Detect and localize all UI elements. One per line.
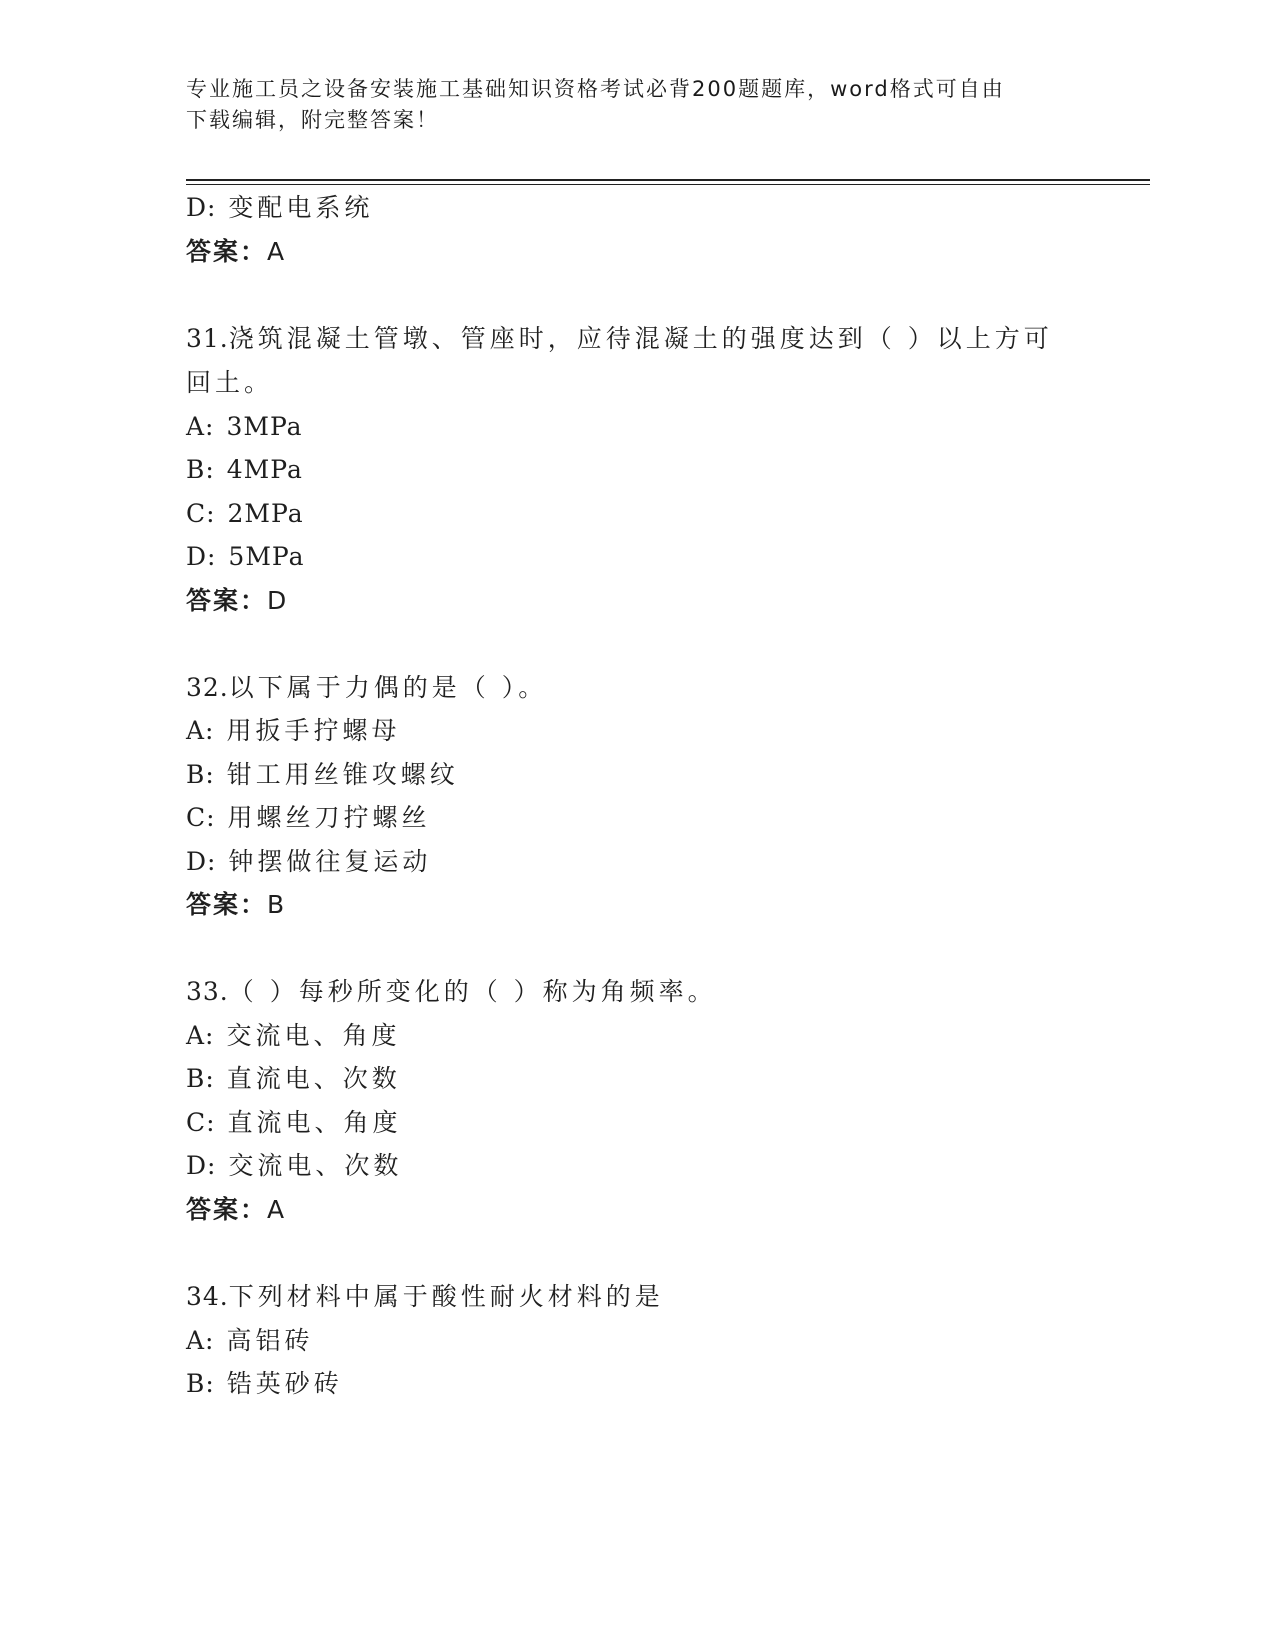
- question-34-option-a: [186, 1326, 313, 1356]
- question-31-option-a: [186, 412, 303, 442]
- option-label: B:: [186, 1064, 215, 1093]
- question-33-stem-line-1: [186, 977, 717, 1007]
- question-31-stem-line-2: 回土。: [186, 368, 274, 397]
- option-label: B:: [186, 760, 215, 789]
- option-text: 锆英砂砖: [226, 1369, 343, 1398]
- question-33-option-d: [186, 1151, 402, 1181]
- answer-value: A: [267, 1195, 287, 1224]
- option-label: D:: [186, 1151, 217, 1180]
- question-34-option-b: [186, 1369, 343, 1399]
- option-text: 钟摆做往复运动: [228, 847, 432, 876]
- header-divider-bottom: [186, 184, 1150, 185]
- question-text: （ ）每秒所变化的（ ）称为角频率。: [228, 977, 717, 1006]
- prev-answer: [186, 237, 286, 267]
- answer-label: 答案：: [186, 890, 268, 919]
- option-label: D:: [186, 193, 217, 222]
- option-text: 钳工用丝锥攻螺纹: [226, 760, 459, 789]
- question-text: 下列材料中属于酸性耐火材料的是: [228, 1282, 664, 1311]
- question-32-stem-line-1: [186, 673, 547, 703]
- question-text: 以下属于力偶的是（ ）。: [228, 673, 548, 702]
- question-32-option-d: [186, 847, 431, 877]
- answer-value: A: [267, 237, 287, 266]
- option-label: C:: [186, 1108, 216, 1137]
- option-label: D:: [186, 542, 217, 571]
- option-label: B:: [186, 1369, 215, 1398]
- question-33-option-b: [186, 1064, 401, 1094]
- question-number: 31.: [186, 324, 229, 353]
- question-number: 34.: [186, 1282, 229, 1311]
- option-text: 4MPa: [226, 455, 303, 484]
- question-32-option-b: [186, 760, 459, 790]
- option-label: A:: [186, 1021, 215, 1050]
- answer-label: 答案：: [186, 1195, 268, 1224]
- question-31-stem-line-1: [186, 324, 1053, 354]
- question-32-option-a: [186, 716, 400, 746]
- option-label: D:: [186, 847, 217, 876]
- question-31-option-c: [186, 499, 304, 529]
- option-label: B:: [186, 455, 215, 484]
- answer-value: B: [267, 890, 287, 919]
- option-text: 3MPa: [226, 412, 303, 441]
- header-line-1: 专业施工员之设备安装施工基础知识资格考试必背200题题库，word格式可自由: [186, 77, 1005, 101]
- option-label: C:: [186, 803, 216, 832]
- answer-label: 答案：: [186, 237, 268, 266]
- question-number: 33.: [186, 977, 229, 1006]
- option-text: 2MPa: [227, 499, 304, 528]
- question-33-option-a: [186, 1021, 400, 1051]
- question-number: 32.: [186, 673, 229, 702]
- answer-value: D: [267, 586, 289, 615]
- question-33-option-c: [186, 1108, 402, 1138]
- header-line-2: 下载编辑，附完整答案！: [186, 108, 439, 132]
- question-text: 浇筑混凝土管墩、管座时，应待混凝土的强度达到（ ）以上方可: [228, 324, 1053, 353]
- header-divider-top: [186, 179, 1150, 181]
- answer-label: 答案：: [186, 586, 268, 615]
- question-34-stem-line-1: [186, 1282, 664, 1312]
- question-31-option-b: [186, 455, 303, 485]
- option-label: A:: [186, 716, 215, 745]
- option-text: 直流电、次数: [226, 1064, 401, 1093]
- option-text: 直流电、角度: [227, 1108, 402, 1137]
- option-text: 交流电、次数: [228, 1151, 403, 1180]
- question-31-answer: [186, 586, 288, 616]
- question-32-option-c: [186, 803, 431, 833]
- question-31-option-d: [186, 542, 305, 572]
- option-label: A:: [186, 412, 215, 441]
- option-text: 用螺丝刀拧螺丝: [227, 803, 431, 832]
- option-text: 交流电、角度: [226, 1021, 401, 1050]
- option-text: 用扳手拧螺母: [226, 716, 401, 745]
- question-32-answer: [186, 890, 286, 920]
- option-label: C:: [186, 499, 216, 528]
- option-label: A:: [186, 1326, 215, 1355]
- option-text: 变配电系统: [228, 193, 374, 222]
- document-header: [186, 74, 1066, 136]
- option-text: 5MPa: [228, 542, 305, 571]
- prev-option-d: [186, 193, 373, 223]
- option-text: 高铝砖: [226, 1326, 314, 1355]
- question-33-answer: [186, 1195, 286, 1225]
